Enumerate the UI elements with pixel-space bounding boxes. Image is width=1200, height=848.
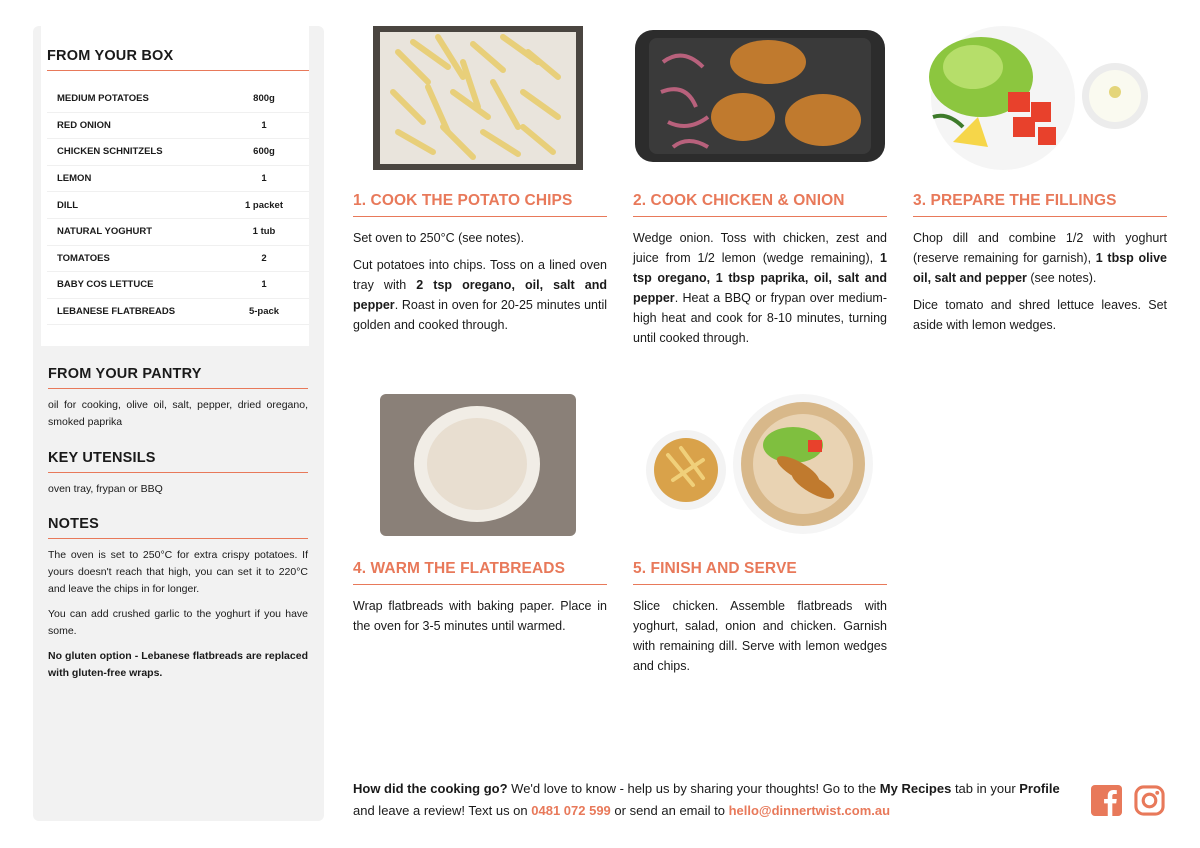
step-1-para-1: Set oven to 250°C (see notes).: [353, 231, 525, 245]
table-row: [47, 272, 309, 299]
utensils-title: KEY UTENSILS: [48, 450, 308, 473]
ingredient-name: NATURAL YOGHURT: [47, 218, 219, 245]
text: . Heat a BBQ or frypan over medium-high heat and cook for 8-10 minutes, turning until cooked through.: [633, 291, 887, 345]
ingredients-table: [47, 86, 309, 325]
utensils-section: [48, 450, 308, 498]
text: tab in your: [951, 781, 1020, 796]
step-3-para-2: Dice tomato and shred lettuce leaves. Set aside with lemon wedges.: [913, 298, 1167, 332]
table-row: [47, 192, 309, 219]
from-your-box-title: FROM YOUR BOX: [47, 48, 309, 71]
step-2-text: [633, 228, 887, 355]
text: (see notes).: [1026, 271, 1097, 285]
notes-text-2: You can add crushed garlic to the yoghurt if you have some.: [48, 608, 308, 637]
step-2-title: 2. COOK CHICKEN & ONION: [633, 192, 887, 217]
table-row: [47, 218, 309, 245]
feedback-question: How did the cooking go?: [353, 781, 508, 796]
ingredient-qty: 600g: [219, 139, 309, 166]
phone-link[interactable]: 0481 072 599: [531, 803, 611, 818]
ingredient-name: BABY COS LETTUCE: [47, 272, 219, 299]
sidebar: [33, 26, 324, 821]
bold-text: 1 tbsp olive oil, salt and pepper: [913, 251, 1167, 285]
from-your-box-card: [41, 26, 309, 346]
step-5-title: 5. FINISH AND SERVE: [633, 560, 887, 585]
ingredient-qty: 1: [219, 165, 309, 192]
text: . Roast in oven for 20-25 minutes until golden and cooked through.: [353, 298, 607, 332]
text: or send an email to: [610, 803, 729, 818]
text: Cut potatoes into chips. Toss on a lined oven tray with: [353, 258, 607, 292]
table-row: [47, 112, 309, 139]
step-4-text: [353, 596, 607, 643]
fillings-photo: [913, 22, 1167, 172]
ingredient-name: TOMATOES: [47, 245, 219, 272]
ingredient-name: MEDIUM POTATOES: [47, 86, 219, 112]
notes-gluten-option: No gluten option - Lebanese flatbreads are replaced with gluten-free wraps.: [48, 650, 308, 679]
feedback-footer: [353, 778, 1083, 822]
facebook-icon[interactable]: [1091, 785, 1122, 816]
ingredient-name: DILL: [47, 192, 219, 219]
step-1-title: 1. COOK THE POTATO CHIPS: [353, 192, 607, 217]
table-row: [47, 165, 309, 192]
potato-chips-photo: [353, 22, 607, 172]
bold-text: 2 tsp oregano, oil, salt and pepper: [353, 278, 607, 312]
text: Chop dill and combine 1/2 with yoghurt (reserve remaining for garnish),: [913, 231, 1167, 265]
notes-text-3: [48, 648, 308, 682]
step-3-title: 3. PREPARE THE FILLINGS: [913, 192, 1167, 217]
text: Wedge onion. Toss with chicken, zest and juice from 1/2 lemon (wedge remaining),: [633, 231, 887, 265]
profile-link[interactable]: Profile: [1019, 781, 1060, 796]
ingredient-qty: 1: [219, 272, 309, 299]
step-4-para-1: Wrap flatbreads with baking paper. Place in the oven for 3-5 minutes until warmed.: [353, 599, 607, 633]
notes-text-1: The oven is set to 250°C for extra crispy potatoes. If yours doesn't reach that high, you can set it to 220°C and leave the chips in for longer.: [48, 549, 308, 595]
step-4-title: 4. WARM THE FLATBREADS: [353, 560, 607, 585]
flatbreads-photo: [353, 390, 607, 540]
table-row: [47, 245, 309, 272]
text: We'd love to know - help us by sharing your thoughts! Go to the: [507, 781, 880, 796]
email-link[interactable]: hello@dinnertwist.com.au: [728, 803, 891, 818]
chicken-onion-photo: [633, 22, 887, 172]
ingredient-name: CHICKEN SCHNITZELS: [47, 139, 219, 166]
text: and leave a review! Text us on: [353, 803, 532, 818]
ingredient-name: LEBANESE FLATBREADS: [47, 298, 219, 325]
step-1-para-2: [353, 255, 607, 335]
pantry-section: [48, 366, 308, 431]
step-1-text: [353, 228, 607, 342]
step-5-para-1: Slice chicken. Assemble flatbreads with yoghurt, salad, onion and chicken. Garnish with remaining dill. Serve with lemon wedges and chips.: [633, 599, 887, 673]
ingredient-qty: 5-pack: [219, 298, 309, 325]
pantry-title: FROM YOUR PANTRY: [48, 366, 308, 389]
step-2-para-1: [633, 228, 887, 348]
ingredient-name: LEMON: [47, 165, 219, 192]
ingredient-name: RED ONION: [47, 112, 219, 139]
table-row: [47, 86, 309, 112]
step-3-text: [913, 228, 1167, 342]
ingredient-qty: 1 packet: [219, 192, 309, 219]
notes-title: NOTES: [48, 516, 308, 539]
utensils-text: oven tray, frypan or BBQ: [48, 483, 163, 495]
step-3-para-1: [913, 228, 1167, 288]
step-5-text: [633, 596, 887, 683]
notes-section: [48, 516, 308, 682]
ingredient-qty: 1: [219, 112, 309, 139]
table-row: [47, 298, 309, 325]
finish-serve-photo: [633, 390, 887, 540]
bold-text: 1 tsp oregano, 1 tbsp paprika, oil, salt and pepper: [633, 251, 887, 305]
ingredient-qty: 1 tub: [219, 218, 309, 245]
instagram-icon[interactable]: [1134, 785, 1165, 816]
my-recipes-link[interactable]: My Recipes: [879, 781, 952, 796]
pantry-text: oil for cooking, olive oil, salt, pepper, dried oregano, smoked paprika: [48, 399, 308, 428]
ingredient-qty: 800g: [219, 86, 309, 112]
ingredient-qty: 2: [219, 245, 309, 272]
table-row: [47, 139, 309, 166]
